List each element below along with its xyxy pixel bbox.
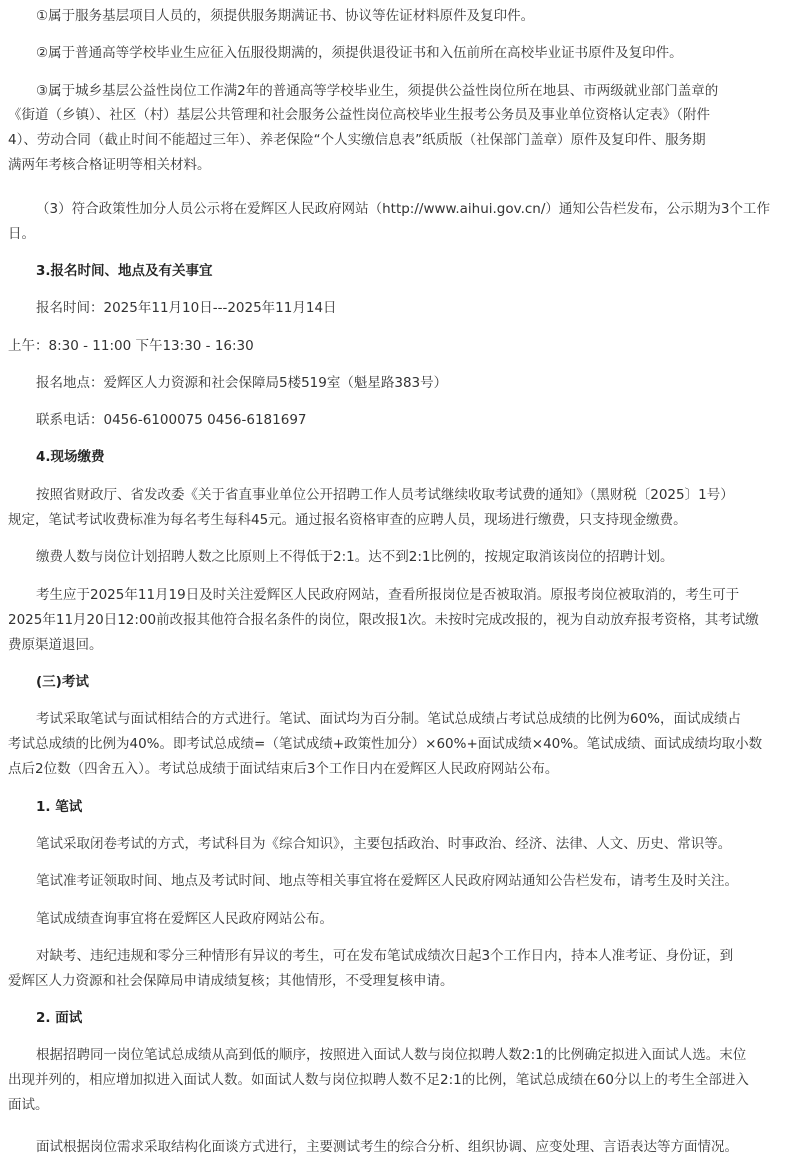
subheading-written-exam: 1. 笔试: [36, 799, 83, 815]
registration-time: 报名时间：2025年11月10日---2025年11月14日: [36, 300, 337, 316]
paragraph-written-method: 笔试采取闭卷考试的方式，考试科目为《综合知识》，主要包括政治、时事政治、经济、法律、人文、历史、常识等。: [36, 836, 732, 852]
paragraph-public-welfare-line-4: 满两年考核合格证明等相关材料。: [8, 157, 211, 173]
paragraph-bonus-publicity-line-1: （3）符合政策性加分人员公示将在爱辉区人民政府网站（http://www.aihui.gov.cn/）通知公告栏发布，公示期为3个工作: [36, 201, 770, 217]
paragraph-exam-line-2: 考试总成绩的比例为40%。即考试总成绩=（笔试成绩+政策性加分）×60%+面试成绩×40%。笔试成绩、面试成绩均取小数: [8, 736, 763, 752]
paragraph-exam-line-1: 考试采取笔试与面试相结合的方式进行。笔试、面试均为百分制。笔试总成绩占考试总成绩的比例为60%，面试成绩占: [36, 711, 742, 727]
paragraph-interview-selection-line-3: 面试。: [8, 1097, 49, 1113]
paragraph-score-query: 笔试成绩查询事宜将在爱辉区人民政府网站公布。: [36, 911, 333, 927]
paragraph-change-line-3: 费原渠道退回。: [8, 637, 103, 653]
paragraph-service-project: ①属于服务基层项目人员的，须提供服务期满证书、协议等佐证材料原件及复印件。: [36, 8, 535, 24]
section-heading-exam: (三)考试: [36, 674, 89, 690]
registration-location: 报名地点：爱辉区人力资源和社会保障局5楼519室（魁星路383号）: [36, 375, 448, 391]
paragraph-public-welfare-line-2: 《街道（乡镇）、社区（村）基层公共管理和社会服务公益性岗位高校毕业生报考公务员及事业单位资格认定表》（附件: [8, 107, 710, 123]
paragraph-admission-ticket: 笔试准考证领取时间、地点及考试时间、地点等相关事宜将在爱辉区人民政府网站通知公告栏发布，请考生及时关注。: [36, 873, 738, 889]
contact-phone: 联系电话：0456-6100075 0456-6181697: [36, 412, 307, 428]
paragraph-bonus-publicity-line-2: 日。: [8, 226, 35, 242]
paragraph-public-welfare-line-1: ③属于城乡基层公益性岗位工作满2年的普通高等学校毕业生，须提供公益性岗位所在地县、市两级就业部门盖章的: [36, 83, 719, 99]
paragraph-review-line-1: 对缺考、违纪违规和零分三种情形有异议的考生，可在发布笔试成绩次日起3个工作日内，持本人准考证、身份证，到: [36, 948, 734, 964]
paragraph-fee-line-1: 按照省财政厅、省发改委《关于省直事业单位公开招聘工作人员考试继续收取考试费的通知》（黑财税〔2025〕1号）: [36, 487, 734, 503]
paragraph-fee-line-2: 规定，笔试考试收费标准为每名考生每科45元。通过报名资格审查的应聘人员，现场进行缴费，只支持现金缴费。: [8, 512, 687, 528]
paragraph-public-welfare-line-3: 4）、劳动合同（截止时间不能超过三年）、养老保险“个人实缴信息表”纸质版（社保部门盖章）原件及复印件、服务期: [8, 132, 706, 148]
section-heading-registration: 3.报名时间、地点及有关事宜: [36, 263, 213, 279]
section-heading-payment: 4.现场缴费: [36, 449, 105, 465]
paragraph-change-line-1: 考生应于2025年11月19日及时关注爱辉区人民政府网站，查看所报岗位是否被取消。原报考岗位被取消的，考生可于: [36, 587, 740, 603]
paragraph-change-line-2: 2025年11月20日12:00前改报其他符合报名条件的岗位，限改报1次。未按时完成改报的，视为自动放弃报考资格，其考试缴: [8, 612, 759, 628]
paragraph-veteran-graduate: ②属于普通高等学校毕业生应征入伍服役期满的，须提供退役证书和入伍前所在高校毕业证书原件及复印件。: [36, 45, 683, 61]
paragraph-interview-selection-line-1: 根据招聘同一岗位笔试总成绩从高到低的顺序，按照进入面试人数与岗位拟聘人数2:1的比例确定拟进入面试人选。末位: [36, 1047, 747, 1063]
paragraph-ratio: 缴费人数与岗位计划招聘人数之比原则上不得低于2:1。达不到2:1比例的，按规定取消该岗位的招聘计划。: [36, 549, 674, 565]
subheading-interview: 2. 面试: [36, 1010, 83, 1026]
paragraph-exam-line-3: 点后2位数（四舍五入）。考试总成绩于面试结束后3个工作日内在爱辉区人民政府网站公布。: [8, 761, 559, 777]
paragraph-interview-format: 面试根据岗位需求采取结构化面谈方式进行，主要测试考生的综合分析、组织协调、应变处理、言语表达等方面情况。: [36, 1139, 738, 1155]
registration-hours: 上午：8:30 - 11:00 下午13:30 - 16:30: [8, 338, 254, 354]
paragraph-interview-selection-line-2: 出现并列的，相应增加拟进入面试人数。如面试人数与岗位拟聘人数不足2:1的比例，笔试总成绩在60分以上的考生全部进入: [8, 1072, 749, 1088]
paragraph-review-line-2: 爱辉区人力资源和社会保障局申请成绩复核；其他情形，不受理复核申请。: [8, 973, 454, 989]
